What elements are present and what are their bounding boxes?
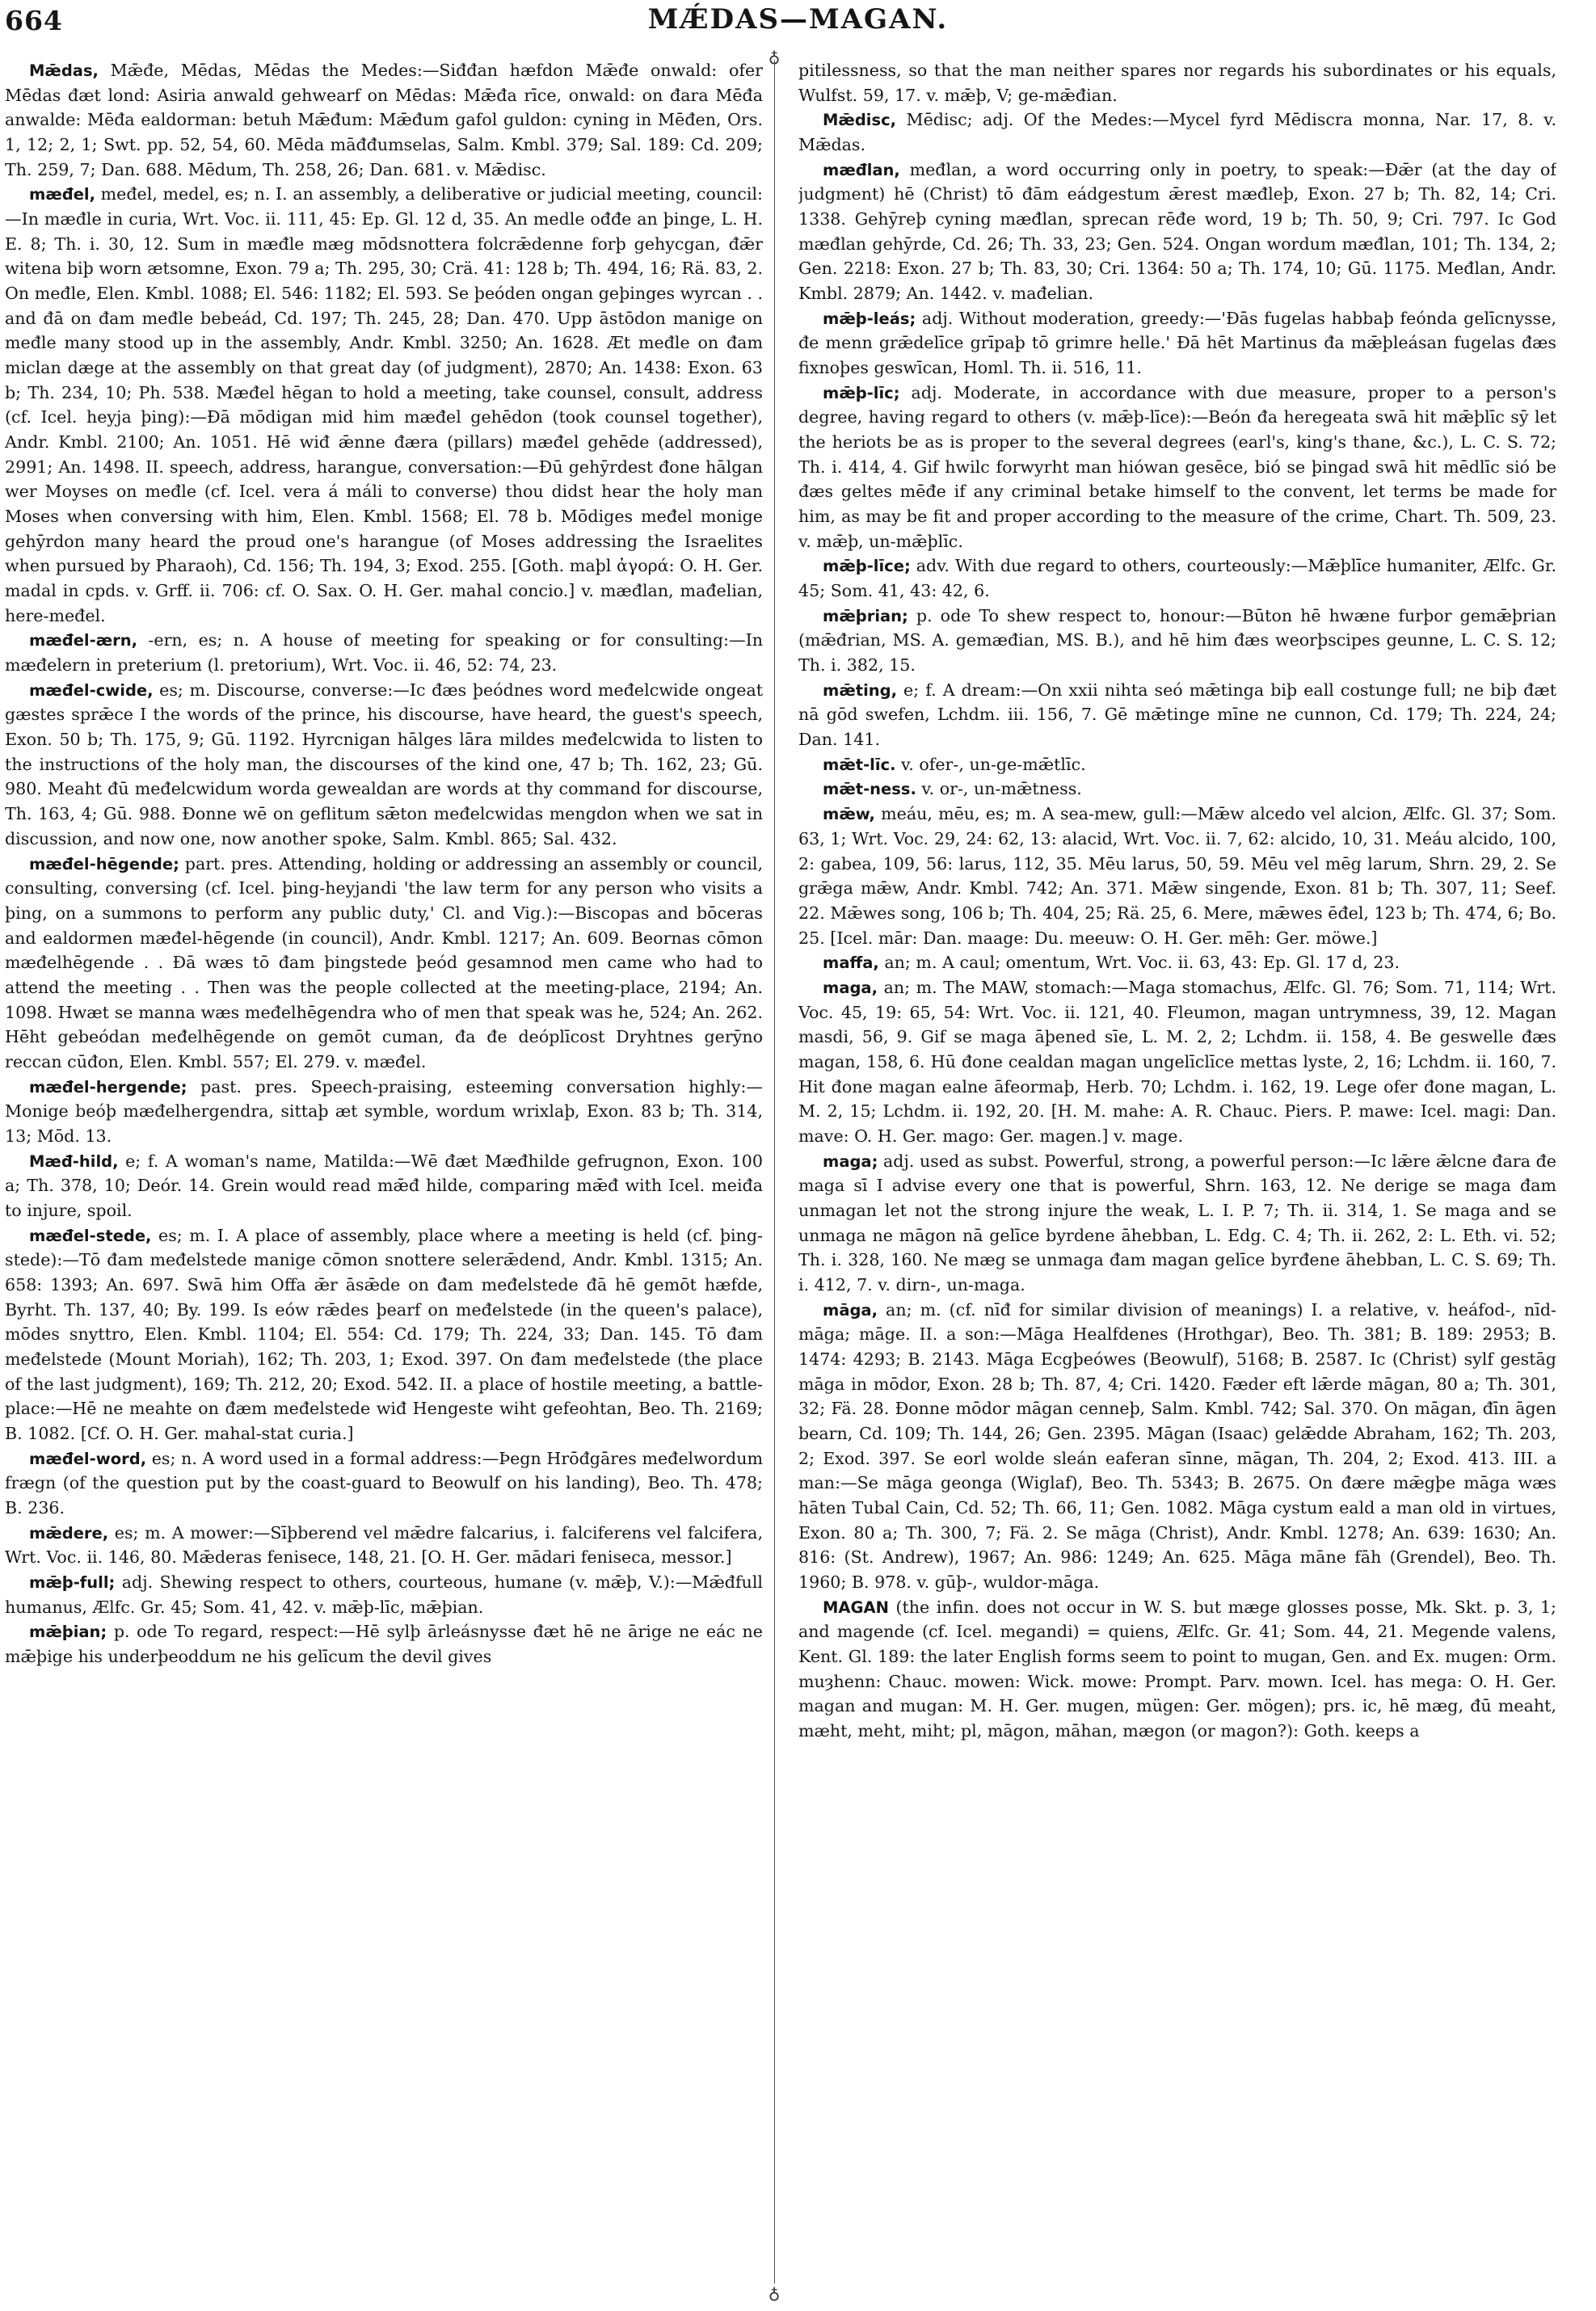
entry-headword: mæđel-hēgende; [29,854,179,873]
dictionary-entry [5,1223,763,1446]
entry-headword: mǣþ-līc; [823,383,900,402]
entry-headword: mǣþrian; [823,606,908,625]
entry-definition: Mǣđe, Mēdas, Mēdas the Medes:—Siđđan hæfdon Mǣđe onwald: ofer Mēdas đæt lond: Asiria anwald gehwearf on Mēdas: Mǣđa rīce, onwald: on đara Mēđa anwalde: Mēđa ealdorman: betuh Mǣđum: Mǣđum gafol guldon: cyning in Mēđen, Ors. 1, 12; 2, 1; Swt. pp. 52, 54, 60. Mēda māđđumselas, Salm. Kmbl. 379; Sal. 189: Cd. 209; Th. 259, 7; Dan. 688. Mēdum, Th. 258, 26; Dan. 681. v. Mǣdisc. [5,61,763,179]
entry-definition: međlan, a word occurring only in poetry, to speak:—Đǣr (at the day of judgment) hē (Christ) tō đām eádgestum ǣrest mæđleþ, Exon. 27 b; Th. 82, 14; Cri. 1338. Gehȳreþ cyning mæđlan, sprecan rēđe word, 19 b; Th. 50, 9; Cri. 797. Ic God mæđlan gehȳrde, Cd. 26; Th. 33, 23; Gen. 524. Ongan wordum mæđlan, 101; Th. 134, 2; Gen. 2218: Exon. 27 b; Th. 83, 30; Cri. 1364: 50 a; Th. 174, 10; Gū. 1175. Međlan, Andr. Kmbl. 2879; An. 1442. v. mađelian. [798,159,1556,304]
entry-definition: es; n. A word used in a formal address:—Þegn Hrōđgāres međelwordum frægn (of the question put by the coast-guard to Beowulf on his landing), Beo. Th. 478; B. 236. [5,1448,763,1518]
entry-headword: mæđel-ærn, [29,631,138,650]
entry-headword: Mæđ-hild, [29,1151,119,1171]
gutter-ornament-bottom: ♁ [768,2284,781,2303]
entry-definition: adv. With due regard to others, courteously:—Mǣþlīce humaniter, Ælfc. Gr. 45; Som. 41, 43: 42, 6. [798,556,1556,601]
entry-headword: māga, [823,1300,878,1320]
dictionary-entry [798,752,1556,777]
entry-definition: međel, medel, es; n. I. an assembly, a deliberative or judicial meeting, council:—In mæđle in curia, Wrt. Voc. ii. 111, 45: Ep. Gl. 12 d, 35. An medle ođđe an þinge, L. H. E. 8; Th. i. 30, 12. Sum in mæđle mæg mōdsnottera folcrǣdenne forþ gehycgan, đǣr witena biþ worn ætsomne, Exon. 79 a; Th. 295, 30; Crä. 41: 128 b; Th. 494, 16; Rä. 83, 2. On međle, Elen. Kmbl. 1088; El. 546: 1182; El. 593. Se þeóden ongan geþinges wyrcan . . and đā on đam međle bebeád, Cd. 197; Th. 245, 28; Dan. 470. Upp āstōdon manige on međle many stood up in the assembly, Andr. Kmbl. 3250; An. 1628. Æt međle on đam miclan dæge at the assembly on that great day (of judgment), 2870; An. 1438: Exon. 63 b; Th. 234, 10; Ph. 538. Mæđel hēgan to hold a meeting, take counsel, consult, address (cf. Icel. heyja þing):—Đā mōdigan mid him mæđel gehēdon (took counsel together), Andr. Kmbl. 2100; An. 1051. Hē wiđ ǣnne đæra (pillars) mæđel gehēde (addressed), 2991; An. 1498. II. speech, address, harangue, conversation:—Đū gehȳrdest đone hālgan wer Moyses on međle (cf. Icel. vera á máli to converse) thou didst hear the holy man Moses when conversing with him, Elen. Kmbl. 1568; El. 78 b. Mōdiges međel monige gehȳrdon many heard the proud one's harangue (of Moses addressing the Israelites when pursued by Pharaoh), Cd. 156; Th. 194, 3; Exod. 255. [Goth. maþl ἀγορά: O. H. Ger. madal in cpds. v. Grff. ii. 706: cf. O. Sax. O. H. Ger. mahal concio.] v. mæđlan, mađelian, here-međel. [5,184,763,625]
entry-definition: -ern, es; n. A house of meeting for speaking or for consulting:—In mæđelern in preterium (l. pretorium), Wrt. Voc. ii. 46, 52: 74, 23. [5,630,763,676]
entry-headword: mǣþ-līce; [823,557,911,576]
entry-definition: pitilessness, so that the man neither spares nor regards his subordinates or his equals, Wulfst. 59, 17. v. mǣþ, V; ge-mǣđian. [798,61,1556,105]
entry-headword: mæđel-cwide, [29,680,154,700]
entry-headword: mǣt-ness. [823,780,916,799]
dictionary-entry [5,1570,763,1619]
entry-definition: es; m. Discourse, converse:—Ic đæs þeódnes word međelcwide ongeat gæstes sprǣce I the words of the prince, his discourse, have heard, the guest's speech, Exon. 50 b; Th. 175, 9; Gū. 1192. Hyrcnigan hālges lāra mildes međelcwida to listen to the instructions of the holy man, the discourses of the kind one, 47 b; Th. 162, 23; Gū. 980. Meaht đū međelcwidum worda gewealdan are words at thy command for discourse, Th. 163, 4; Gū. 988. Đonne wē on geflitum sǣton međelcwidas mengdon when we sat in discussion, and now one, now another spoke, Salm. Kmbl. 865; Sal. 432. [5,680,763,848]
dictionary-entry [5,1619,763,1669]
entry-definition: adj. Shewing respect to others, courteous, humane (v. mǣþ, V.):—Mǣđfull humanus, Ælfc. Gr. 45; Som. 41, 42. v. mǣþ-līc, mǣþian. [5,1572,763,1617]
dictionary-entry [798,381,1556,554]
entry-headword: maga, [823,978,878,997]
dictionary-entry [5,678,763,852]
entry-definition: past. pres. Speech-praising, esteeming conversation highly:—Monige beóþ mæđelhergendra, sittaþ æt symble, wordum wrixlaþ, Exon. 83 b; Th. 314, 13; Mōd. 13. [5,1076,763,1146]
dictionary-entry [798,1149,1556,1298]
entry-definition: p. ode To regard, respect:—Hē sylþ ārleásnysse đæt hē ne ārige ne eác ne mǣþige his underþeoddum ne his gelīcum the devil gives [5,1622,763,1666]
entry-definition: part. pres. Attending, holding or addressing an assembly or council, consulting, conversing (cf. Icel. þing-heyjandi 'the law term for any person who visits a þing, on a summons to perform any public duty,' Cl. and Vig.):—Biscopas and bōceras and ealdormen mæđel-hēgende (in council), Andr. Kmbl. 1217; An. 609. Beornas cōmon mæđelhēgende . . Đā wæs tō đam þingstede þeód gesamnod men came who had to attend the meeting . . Then was the people collected at the meeting-place, 2194; An. 1098. Hwæt se manna wæs međelhēgendra who of men that speak was he, 524; An. 262. Hēht gebeódan međelhēgende on gemōt cuman, đa đe deóplīcost Dryhtnes gerȳno reccan cūđon, Elen. Kmbl. 557; El. 279. v. mæđel. [5,853,763,1071]
entry-definition: e; f. A woman's name, Matilda:—Wē đæt Mæđhilde gefrugnon, Exon. 100 a; Th. 378, 10; Deór. 14. Grein would read mǣđ hilde, comparing mǣđ with Icel. meiđa to injure, spoil. [5,1151,763,1220]
entry-headword: Mǣdas, [29,61,99,80]
entry-headword: mǣting, [823,680,898,700]
gutter-ornament-top: ♁ [768,47,781,66]
dictionary-entry [5,1149,763,1223]
entry-definition: meáu, mēu, es; m. A sea-mew, gull:—Mǣw alcedo vel alcion, Ælfc. Gl. 37; Som. 63, 1; Wrt. Voc. 29, 24: 62, 13: alacid, Wrt. Voc. ii. 7, 62: alcido, 10, 31. Meáu alcido, 100, 2: gabea, 109, 56: larus, 112, 35. Mēu larus, 50, 59. Mēu vel mēg larum, Shrn. 29, 2. Se grǣga mǣw, Andr. Kmbl. 742; An. 371. Mǣw singende, Exon. 81 b; Th. 307, 11; Seef. 22. Mǣwes song, 106 b; Th. 404, 25; Rä. 25, 6. Mere, mǣwes ēđel, 123 b; Th. 474, 6; Bo. 25. [Icel. mār: Dan. maage: Du. meeuw: O. H. Ger. mēh: Ger. möwe.] [798,804,1556,948]
entry-definition: es; m. I. A place of assembly, place where a meeting is held (cf. þing-stede):—Tō đam međelstede manige cōmon snottere selerǣdend, Andr. Kmbl. 1315; An. 658: 1393; An. 697. Swā him Offa ǣr āsǣde on đam međelstede đā hē gemōt hæfde, Byrht. Th. 137, 40; By. 199. Is eów rǣdes þearf on međelstede (in the queen's palace), mōdes snyttro, Elen. Kmbl. 1104; El. 554: Cd. 179; Th. 224, 33; Dan. 145. Tō đam međelstede (Mount Moriah), 162; Th. 203, 1; Exod. 397. On đam međelstede (the place of the last judgment), 169; Th. 212, 20; Exod. 542. II. a place of hostile meeting, a battle-place:—Hē ne meahte on đæm međelstede wiđ Hengeste wiht gefeohtan, Beo. Th. 2169; B. 1082. [Cf. O. H. Ger. mahal-stat curia.] [5,1225,763,1443]
dictionary-entry [798,554,1556,603]
dictionary-entry [5,182,763,628]
dictionary-entry [798,158,1556,306]
entry-definition: e; f. A dream:—On xxii nihta seó mǣtinga biþ eall costunge full; ne biþ đæt nā gōd swefen, Lchdm. iii. 156, 7. Gē mǣtinge mīne ne cunnon, Cd. 179; Th. 224, 24; Dan. 141. [798,680,1556,750]
entry-headword: mǣþ-leás; [823,309,916,328]
dictionary-entry [798,1298,1556,1595]
entry-definition: (the infin. does not occur in W. S. but mæge glosses posse, Mk. Skt. p. 3, 1; and magende (cf. Icel. megandi) = quiens, Ælfc. Gr. 41; Som. 44, 21. Megende valens, Kent. Gl. 189: the later English forms seem to point to mugan, Gen. and Ex. mugen: Orm. muȝhenn: Chauc. mowen: Wick. mowe: Prompt. Parv. mown. Icel. has mega: O. H. Ger. magan and mugan: M. H. Ger. mugen, mügen: Ger. mögen); prs. ic, hē mæg, đū meaht, mæht, meht, miht; pl, māgon, māhan, mægon (or magon?): Goth. keeps a [798,1597,1556,1741]
entry-definition: Mēdisc; adj. Of the Medes:—Mycel fyrd Mēdiscra monna, Nar. 17, 8. v. Mǣdas. [798,110,1556,155]
dictionary-entry [798,975,1556,1149]
entry-headword: mæđlan, [823,160,900,179]
entry-headword: mæđel-stede, [29,1226,152,1245]
dictionary-entry [5,852,763,1075]
dictionary-entry [5,1075,763,1149]
entry-definition: v. or-, un-mǣtness. [916,779,1082,799]
column-divider [774,60,775,2284]
dictionary-entry [798,802,1556,950]
page-header [0,0,1596,55]
entry-definition: adj. Without moderation, greedy:—'Đās fugelas habbaþ feónda gelīcnysse, đe menn grǣdelīce grīpaþ tō grimre helle.' Đā hēt Martinus đa mǣþleásan fugelas đæs fixnoþes geswīcan, Homl. Th. ii. 516, 11. [798,308,1556,378]
running-title: MǼDAS—MAGAN. [647,3,949,36]
entry-headword: mæđel, [29,185,96,204]
entry-headword: mæđel-word, [29,1449,147,1468]
dictionary-entry [798,107,1556,157]
entry-headword: maga; [823,1151,878,1171]
dictionary-entry [798,678,1556,752]
entry-headword: mǣþ-full; [29,1572,116,1592]
entry-definition: v. ofer-, un-ge-mǣtlīc. [895,754,1086,774]
dictionary-entry [798,950,1556,975]
entry-headword: mǣþian; [29,1623,107,1642]
entry-definition: p. ode To shew respect to, honour:—Būton hē hwæne furþor gemǣþrian (mǣđrian, MS. A. gemæđian, MS. B.), and hē him đæs weorþscipes geunne, L. C. S. 12; Th. i. 382, 15. [798,605,1556,676]
entry-headword: mæđel-hergende; [29,1077,187,1097]
dictionary-entry [5,628,763,677]
entry-headword: Mǣdisc, [823,111,897,130]
dictionary-entry [798,306,1556,381]
dictionary-entry [5,1521,763,1570]
dictionary-entry [798,58,1556,107]
dictionary-entry [798,604,1556,678]
page-number: 664 [5,5,63,36]
entry-headword: mǣt-līc. [823,755,896,774]
dictionary-entry [5,1446,763,1521]
entry-headword: maffa, [823,953,879,973]
entry-definition: an; m. The MAW, stomach:—Maga stomachus, Ælfc. Gl. 76; Som. 71, 114; Wrt. Voc. 45, 19: 65, 54: Wrt. Voc. ii. 121, 40. Fleumon, magan untrymness, 39, 12. Magan masdi, 56, 9. Gif se maga āþened sīe, L. M. 2, 2; Lchdm. ii. 158, 4. Be geswelle đæs magan, 158, 6. Hū đone cealdan magan ungelīclīce mettas lyste, 2, 16; Lchdm. ii. 160, 7. Hit đone magan ealne āfeormaþ, Herb. 70; Lchdm. i. 162, 19. Lege ofer đone magan, L. M. 2, 15; Lchdm. ii. 192, 20. [H. M. mahe: A. R. Chauc. Piers. P. mawe: Icel. magi: Dan. mave: O. H. Ger. mago: Ger. magen.] v. mage. [798,977,1556,1146]
entry-definition: adj. Moderate, in accordance with due measure, proper to a person's degree, having regard to others (v. mǣþ-līce):—Beón đa heregeata swā hit mǣþlīc sȳ let the heriots be as is proper to the several degrees (earl's, king's thane, &c.), L. C. S. 72; Th. i. 414, 4. Gif hwilc forwyrht man hiówan gesēce, bió se þingad swā hit mēdlīc sió be đæs geltes mēđe if any criminal betake himself to the convent, let terms be made for him, as may be fit and proper according to the measure of the crime, Chart. Th. 509, 23. v. mǣþ, un-mǣþlīc. [798,382,1556,551]
dictionary-entry [798,777,1556,802]
entry-definition: adj. used as subst. Powerful, strong, a powerful person:—Ic lǣre ǣlcne đara đe maga sī I advise every one that is powerful, Shrn. 163, 12. Ne derige se maga đam unmagan let not the strong injure the weak, L. I. P. 7; Th. ii. 314, 1. Se maga and se unmaga ne māgon nā gelīce byrdene āhebban, L. Edg. C. 4; Th. ii. 262, 2: L. Eth. vi. 52; Th. i. 328, 160. Ne mæg se unmaga đam magan gelīce byrđene āhebban, L. C. S. 69; Th. i. 412, 7. v. dirn-, un-maga. [798,1151,1556,1294]
dictionary-entry [798,1595,1556,1744]
entry-headword: mǣdere, [29,1523,109,1543]
entry-headword: mǣw, [823,805,875,824]
entry-definition: an; m. (cf. nīđ for similar division of meanings) I. a relative, v. heáfod-, nīd-māga; māge. II. a son:—Māga Healfdenes (Hrothgar), Beo. Th. 381; B. 189: 2953; B. 1474: 4293; B. 2143. Māga Ecgþeówes (Beowulf), 5168; B. 2587. Ic (Christ) sylf gestāg māga in mōdor, Exon. 28 b; Th. 87, 4; Cri. 1420. Fæder eft lǣrde māgan, 80 a; Th. 301, 32; Fä. 28. Đonne mōdor māgan cenneþ, Salm. Kmbl. 742; Sal. 370. On māgan, đīn āgen bearn, Cd. 109; Th. 144, 26; Gen. 2395. Māgan (Isaac) gelǣdde Abraham, 162; Th. 203, 2; Exod. 397. Se eorl wolde sleán eaferan sīnne, māgan, Th. 204, 2; Exod. 413. III. a man:—Se māga geonga (Wiglaf), Beo. Th. 5343; B. 2675. On đære mǣgþe māga wæs hāten Tubal Cain, Cd. 52; Th. 66, 11; Gen. 1082. Māga cystum eald a man old in virtues, Exon. 80 a; Th. 300, 7; Fä. 2. Se māga (Christ), Andr. Kmbl. 1278; An. 639: 1630; An. 816: (St. Andrew), 1967; An. 986: 1249; An. 625. Māga māne fāh (Grendel), Beo. Th. 1960; B. 978. v. gūþ-, wuldor-māga. [798,1299,1556,1592]
entry-definition: an; m. A caul; omentum, Wrt. Voc. ii. 63, 43: Ep. Gl. 17 d, 23. [878,953,1400,973]
entry-headword: MAGAN [823,1597,889,1617]
dictionary-entry [5,58,763,182]
left-column [5,58,763,2298]
right-column [798,58,1556,2298]
entry-definition: es; m. A mower:—Sīþberend vel mǣdre falcarius, i. falciferens vel falcifera, Wrt. Voc. ii. 146, 80. Mǣderas fenisece, 148, 21. [O. H. Ger. mādari feniseca, messor.] [5,1522,763,1568]
